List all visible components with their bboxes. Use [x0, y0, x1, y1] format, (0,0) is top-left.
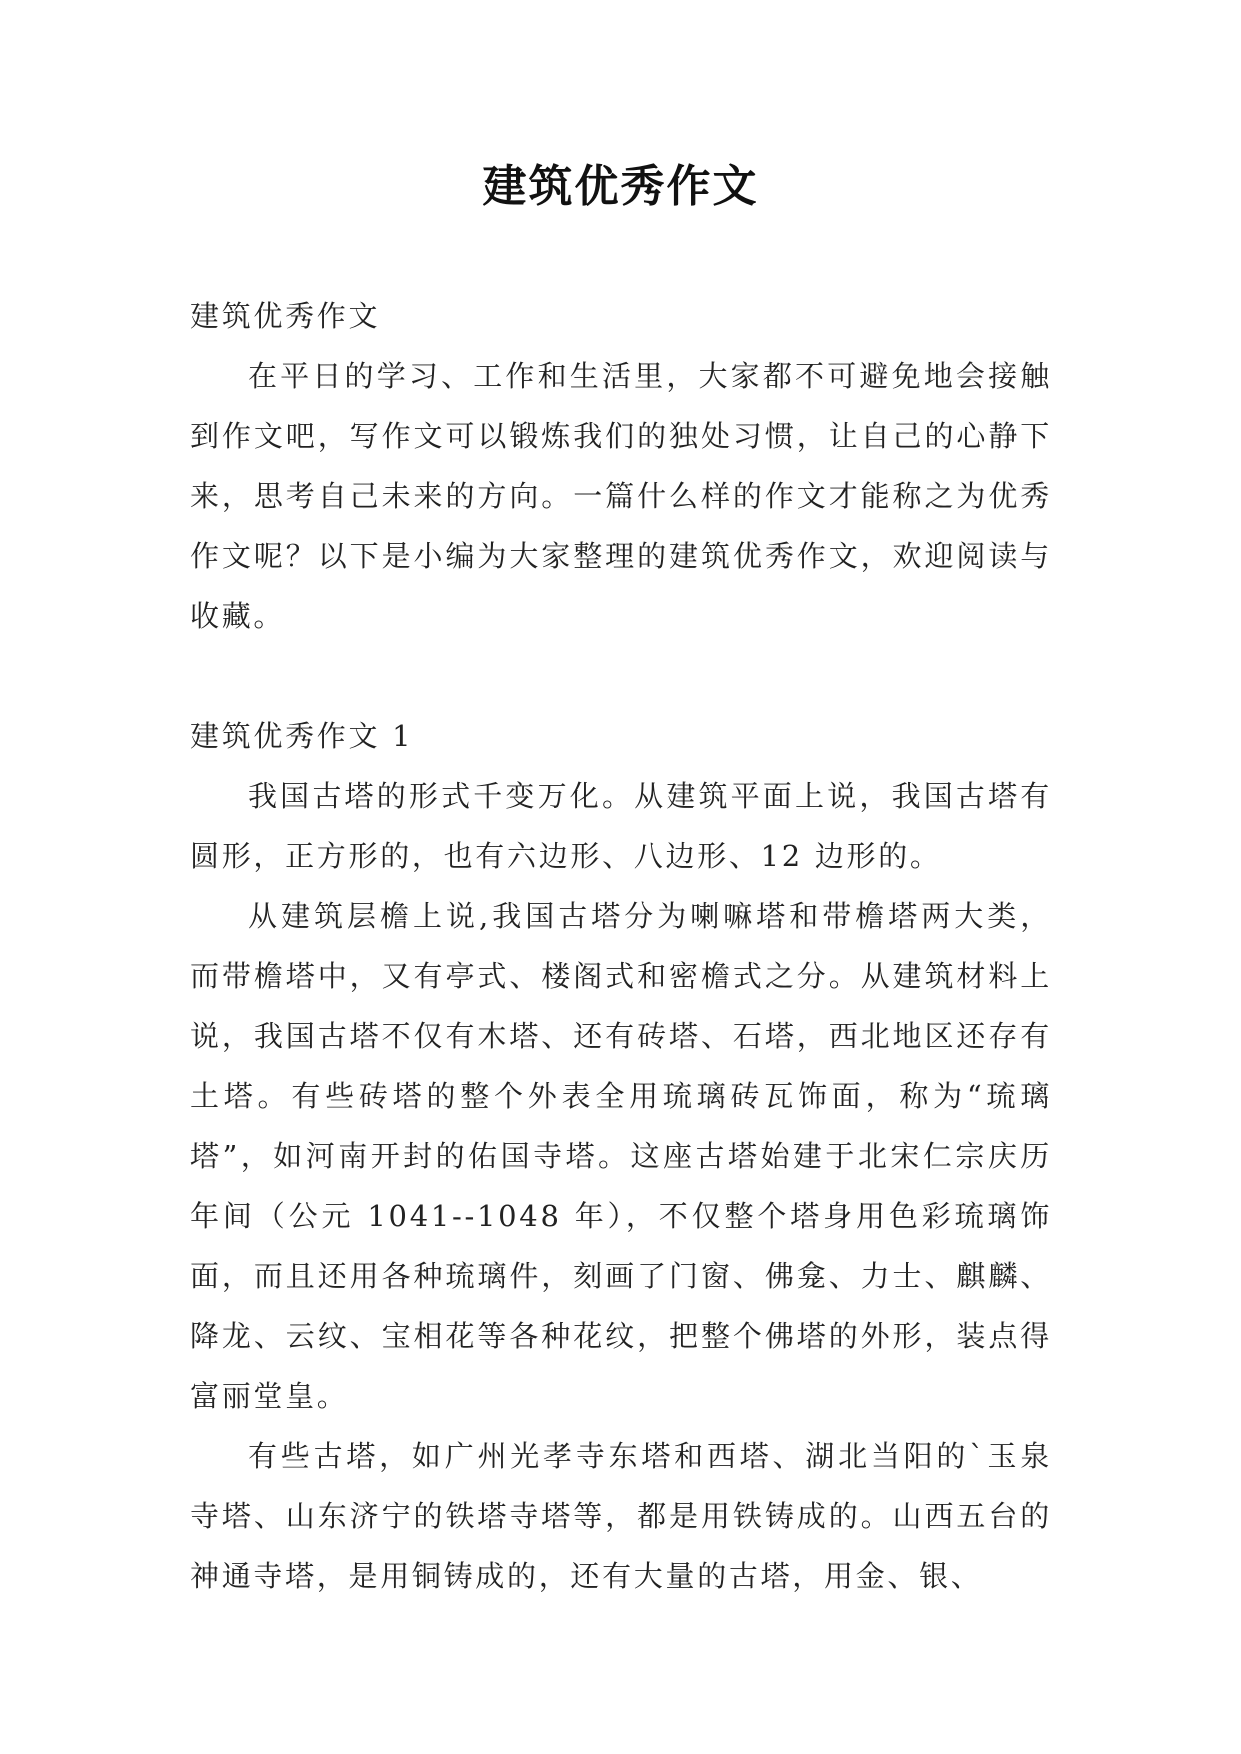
document-body [190, 286, 1052, 1606]
section-heading: 建筑优秀作文 1 [190, 719, 414, 753]
intro-paragraph: 在平日的学习、工作和生活里，大家都不可避免地会接触到作文吧，写作文可以锻炼我们的独处习惯，让自己的心静下来，思考自己未来的方向。一篇什么样的作文才能称之为优秀作文呢？以下是小编为大家整理的建筑优秀作文，欢迎阅读与收藏。 [190, 359, 1052, 633]
document-title: 建筑优秀作文 [482, 161, 759, 212]
section-spacer [190, 646, 1052, 706]
body-paragraph-3: 有些古塔，如广州光孝寺东塔和西塔、湖北当阳的`玉泉寺塔、山东济宁的铁塔寺塔等，都是用铁铸成的。山西五台的神通寺塔，是用铜铸成的，还有大量的古塔，用金、银、 [190, 1439, 1052, 1593]
body-paragraph-2: 从建筑层檐上说,我国古塔分为喇嘛塔和带檐塔两大类，而带檐塔中，又有亭式、楼阁式和密檐式之分。从建筑材料上说，我国古塔不仅有木塔、还有砖塔、石塔，西北地区还存有土塔。有些砖塔的整个外表全用琉璃砖瓦饰面，称为“琉璃塔”，如河南开封的佑国寺塔。这座古塔始建于北宋仁宗庆历年间（公元 1041--1048 年），不仅整个塔身用色彩琉璃饰面，而且还用各种琉璃件，刻画了门窗、佛龛、力士、麒麟、降龙、云纹、宝相花等各种花纹，把整个佛塔的外形，装点得富丽堂皇。 [190, 899, 1052, 1413]
body-paragraph-1: 我国古塔的形式千变万化。从建筑平面上说，我国古塔有圆形，正方形的，也有六边形、八边形、12 边形的。 [190, 779, 1052, 873]
document-subtitle: 建筑优秀作文 [190, 299, 381, 333]
